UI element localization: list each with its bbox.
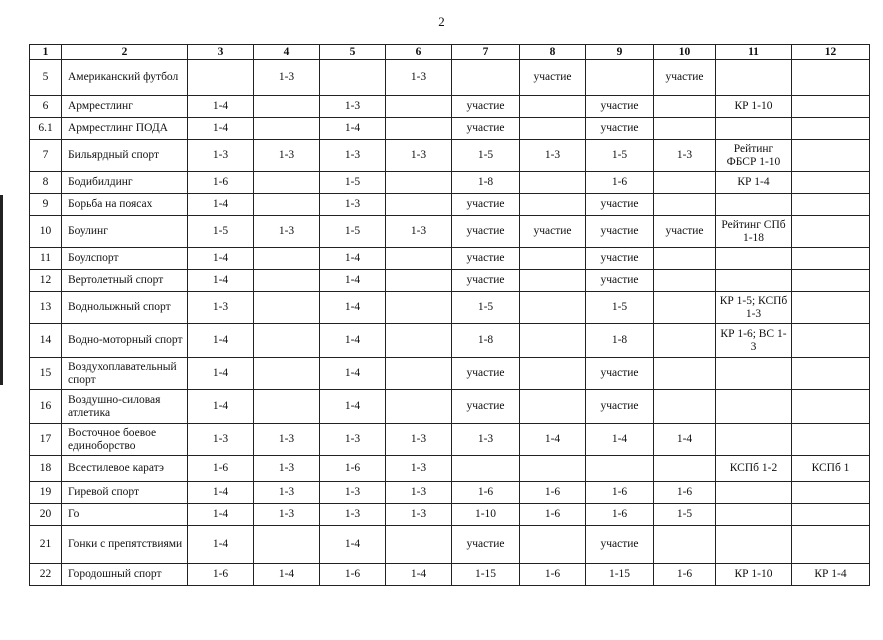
result-cell: участие <box>586 526 654 564</box>
result-cell: КР 1-4 <box>792 564 870 586</box>
result-cell <box>654 292 716 324</box>
result-cell: КР 1-4 <box>716 172 792 194</box>
table-row <box>30 424 870 456</box>
result-cell <box>254 96 320 118</box>
result-cell: 1-4 <box>320 358 386 390</box>
column-header: 5 <box>320 45 386 60</box>
result-cell <box>520 96 586 118</box>
result-cell: 1-4 <box>386 564 452 586</box>
result-cell <box>254 292 320 324</box>
result-cell <box>654 390 716 424</box>
result-cell <box>254 358 320 390</box>
result-cell: 1-3 <box>386 504 452 526</box>
sport-name: Воздухоплавательный спорт <box>62 358 188 390</box>
result-cell <box>386 358 452 390</box>
result-cell: 1-4 <box>320 270 386 292</box>
result-cell <box>520 358 586 390</box>
result-cell: 1-4 <box>320 248 386 270</box>
table-row <box>30 248 870 270</box>
result-cell <box>654 324 716 358</box>
result-cell: 1-4 <box>188 482 254 504</box>
result-cell: 1-3 <box>254 60 320 96</box>
result-cell <box>452 60 520 96</box>
table-row <box>30 172 870 194</box>
result-cell: 1-4 <box>188 324 254 358</box>
result-cell <box>716 194 792 216</box>
sport-name: Армрестлинг ПОДА <box>62 118 188 140</box>
result-cell <box>792 270 870 292</box>
result-cell: КР 1-10 <box>716 96 792 118</box>
result-cell: 1-5 <box>452 140 520 172</box>
result-cell: 1-3 <box>320 96 386 118</box>
sport-name: Воднолыжный спорт <box>62 292 188 324</box>
result-cell: КР 1-10 <box>716 564 792 586</box>
result-cell: 1-15 <box>586 564 654 586</box>
column-header: 10 <box>654 45 716 60</box>
column-header: 12 <box>792 45 870 60</box>
result-cell: 1-3 <box>520 140 586 172</box>
result-cell: 1-6 <box>320 456 386 482</box>
result-cell <box>792 482 870 504</box>
result-cell: 1-5 <box>586 140 654 172</box>
result-cell: 1-4 <box>320 526 386 564</box>
row-number: 12 <box>30 270 62 292</box>
result-cell <box>386 118 452 140</box>
result-cell: 1-3 <box>386 216 452 248</box>
sport-name: Боулинг <box>62 216 188 248</box>
result-cell: 1-6 <box>320 564 386 586</box>
result-cell: 1-4 <box>188 270 254 292</box>
result-cell <box>520 118 586 140</box>
result-cell <box>716 358 792 390</box>
row-number: 15 <box>30 358 62 390</box>
result-cell <box>254 270 320 292</box>
result-cell: участие <box>654 60 716 96</box>
result-cell <box>654 270 716 292</box>
result-cell <box>792 118 870 140</box>
result-cell: участие <box>586 270 654 292</box>
result-cell: участие <box>452 358 520 390</box>
result-cell: 1-8 <box>452 172 520 194</box>
result-cell: КР 1-5; КСПб 1-3 <box>716 292 792 324</box>
result-cell: 1-3 <box>320 482 386 504</box>
table-row <box>30 118 870 140</box>
table-row <box>30 390 870 424</box>
table-row <box>30 60 870 96</box>
result-cell: 1-4 <box>320 390 386 424</box>
result-cell <box>654 248 716 270</box>
result-cell: 1-4 <box>320 292 386 324</box>
table-row <box>30 564 870 586</box>
result-cell <box>654 118 716 140</box>
row-number: 5 <box>30 60 62 96</box>
sport-name: Боулспорт <box>62 248 188 270</box>
result-cell: 1-3 <box>254 140 320 172</box>
result-cell: КР 1-6; ВС 1-3 <box>716 324 792 358</box>
table-row <box>30 324 870 358</box>
result-cell: участие <box>586 118 654 140</box>
column-header: 7 <box>452 45 520 60</box>
sport-name: Городошный спорт <box>62 564 188 586</box>
result-cell <box>386 270 452 292</box>
result-cell <box>386 248 452 270</box>
table-row <box>30 216 870 248</box>
row-number: 6 <box>30 96 62 118</box>
sport-name: Борьба на поясах <box>62 194 188 216</box>
result-cell: 1-6 <box>586 504 654 526</box>
result-cell: 1-10 <box>452 504 520 526</box>
result-cell <box>520 248 586 270</box>
table-row <box>30 504 870 526</box>
result-cell: участие <box>520 216 586 248</box>
result-cell: участие <box>654 216 716 248</box>
result-cell <box>520 324 586 358</box>
result-cell: участие <box>452 96 520 118</box>
result-cell: 1-4 <box>254 564 320 586</box>
result-cell: 1-3 <box>254 482 320 504</box>
result-cell: 1-4 <box>188 390 254 424</box>
table-row <box>30 526 870 564</box>
result-cell <box>254 390 320 424</box>
result-cell <box>254 172 320 194</box>
result-cell <box>654 456 716 482</box>
row-number: 19 <box>30 482 62 504</box>
result-cell: 1-5 <box>320 216 386 248</box>
result-cell: участие <box>452 270 520 292</box>
result-cell: 1-3 <box>386 482 452 504</box>
header-row <box>30 45 870 60</box>
result-cell: участие <box>586 96 654 118</box>
result-cell: КСПб 1 <box>792 456 870 482</box>
sport-name: Всестилевое каратэ <box>62 456 188 482</box>
result-cell: 1-3 <box>320 504 386 526</box>
result-cell: 1-6 <box>654 482 716 504</box>
result-cell: Рейтинг СПб 1-18 <box>716 216 792 248</box>
result-cell: 1-6 <box>188 564 254 586</box>
result-cell <box>792 358 870 390</box>
result-cell: Рейтинг ФБСР 1-10 <box>716 140 792 172</box>
result-cell <box>792 248 870 270</box>
sport-name: Восточное боевое единоборство <box>62 424 188 456</box>
column-header: 1 <box>30 45 62 60</box>
result-cell <box>716 526 792 564</box>
result-cell: 1-6 <box>188 456 254 482</box>
result-cell: 1-6 <box>520 564 586 586</box>
result-cell: 1-6 <box>654 564 716 586</box>
result-cell: 1-3 <box>386 424 452 456</box>
result-cell: 1-3 <box>188 424 254 456</box>
row-number: 16 <box>30 390 62 424</box>
result-cell <box>452 456 520 482</box>
result-cell: 1-4 <box>188 118 254 140</box>
result-cell: 1-3 <box>254 456 320 482</box>
result-cell: 1-3 <box>386 140 452 172</box>
result-cell <box>188 60 254 96</box>
column-header: 11 <box>716 45 792 60</box>
row-number: 13 <box>30 292 62 324</box>
result-cell <box>386 96 452 118</box>
result-cell <box>254 248 320 270</box>
result-cell: 1-3 <box>254 504 320 526</box>
result-cell <box>792 60 870 96</box>
result-cell: 1-5 <box>654 504 716 526</box>
result-cell <box>792 390 870 424</box>
table-row <box>30 482 870 504</box>
column-header: 6 <box>386 45 452 60</box>
result-cell: 1-8 <box>452 324 520 358</box>
result-cell: 1-15 <box>452 564 520 586</box>
result-cell <box>654 172 716 194</box>
result-cell <box>654 194 716 216</box>
result-cell: 1-3 <box>386 60 452 96</box>
page-number: 2 <box>438 14 445 29</box>
result-cell: 1-6 <box>586 482 654 504</box>
result-cell: участие <box>452 526 520 564</box>
sport-name: Воздушно-силовая атлетика <box>62 390 188 424</box>
result-cell <box>792 504 870 526</box>
result-cell: участие <box>586 216 654 248</box>
sport-name: Вертолетный спорт <box>62 270 188 292</box>
table-body <box>30 60 870 586</box>
result-cell: 1-5 <box>586 292 654 324</box>
column-header: 3 <box>188 45 254 60</box>
result-cell: 1-3 <box>320 140 386 172</box>
sport-name: Американский футбол <box>62 60 188 96</box>
row-number: 17 <box>30 424 62 456</box>
result-cell: 1-4 <box>188 96 254 118</box>
result-cell: 1-5 <box>188 216 254 248</box>
row-number: 20 <box>30 504 62 526</box>
result-cell: 1-4 <box>320 118 386 140</box>
result-cell <box>716 270 792 292</box>
result-cell: 1-3 <box>188 292 254 324</box>
result-cell: 1-4 <box>188 526 254 564</box>
result-cell <box>254 526 320 564</box>
result-cell: 1-6 <box>586 172 654 194</box>
result-cell <box>716 118 792 140</box>
sport-name: Го <box>62 504 188 526</box>
result-cell <box>386 194 452 216</box>
result-cell <box>386 390 452 424</box>
scan-edge-mark <box>0 195 3 385</box>
result-cell: участие <box>586 194 654 216</box>
result-cell: 1-6 <box>520 482 586 504</box>
result-cell: участие <box>452 194 520 216</box>
result-cell: 1-3 <box>254 424 320 456</box>
column-header: 4 <box>254 45 320 60</box>
result-cell <box>520 292 586 324</box>
result-cell <box>716 424 792 456</box>
sport-name: Армрестлинг <box>62 96 188 118</box>
sport-name: Бодибилдинг <box>62 172 188 194</box>
result-cell: участие <box>452 216 520 248</box>
result-cell: участие <box>586 358 654 390</box>
result-cell: 1-4 <box>520 424 586 456</box>
result-cell <box>254 118 320 140</box>
column-header: 8 <box>520 45 586 60</box>
result-cell <box>792 424 870 456</box>
result-cell <box>792 526 870 564</box>
result-cell <box>586 60 654 96</box>
result-cell <box>520 456 586 482</box>
result-cell: участие <box>452 248 520 270</box>
table-row <box>30 194 870 216</box>
result-cell <box>716 60 792 96</box>
result-cell <box>386 324 452 358</box>
result-cell <box>520 526 586 564</box>
table-row <box>30 358 870 390</box>
row-number: 10 <box>30 216 62 248</box>
result-cell: 1-4 <box>654 424 716 456</box>
result-cell: 1-8 <box>586 324 654 358</box>
sport-name: Водно-моторный спорт <box>62 324 188 358</box>
row-number: 18 <box>30 456 62 482</box>
result-cell: 1-6 <box>188 172 254 194</box>
row-number: 9 <box>30 194 62 216</box>
result-cell: 1-3 <box>452 424 520 456</box>
row-number: 6.1 <box>30 118 62 140</box>
result-cell <box>254 194 320 216</box>
table-row <box>30 456 870 482</box>
result-cell <box>654 96 716 118</box>
table-row <box>30 292 870 324</box>
result-cell: 1-4 <box>188 358 254 390</box>
column-header: 9 <box>586 45 654 60</box>
result-cell <box>792 194 870 216</box>
result-cell: 1-3 <box>254 216 320 248</box>
result-cell: 1-3 <box>654 140 716 172</box>
result-cell: 1-6 <box>452 482 520 504</box>
result-cell <box>654 526 716 564</box>
result-cell: участие <box>452 118 520 140</box>
table-row <box>30 96 870 118</box>
table-row <box>30 270 870 292</box>
result-cell: 1-4 <box>188 504 254 526</box>
result-cell <box>386 526 452 564</box>
table-row <box>30 140 870 172</box>
result-cell <box>716 248 792 270</box>
result-cell: участие <box>452 390 520 424</box>
row-number: 8 <box>30 172 62 194</box>
result-cell <box>792 140 870 172</box>
result-cell <box>586 456 654 482</box>
row-number: 11 <box>30 248 62 270</box>
result-cell: 1-4 <box>188 194 254 216</box>
result-cell: 1-5 <box>320 172 386 194</box>
result-cell <box>320 60 386 96</box>
result-cell <box>716 482 792 504</box>
result-cell <box>520 270 586 292</box>
result-cell <box>716 504 792 526</box>
result-cell <box>520 390 586 424</box>
result-cell: 1-3 <box>386 456 452 482</box>
sports-results-table <box>29 44 870 586</box>
sport-name: Бильярдный спорт <box>62 140 188 172</box>
result-cell: 1-4 <box>188 248 254 270</box>
sport-name: Гиревой спорт <box>62 482 188 504</box>
result-cell: КСПб 1-2 <box>716 456 792 482</box>
result-cell: 1-5 <box>452 292 520 324</box>
row-number: 22 <box>30 564 62 586</box>
result-cell <box>386 172 452 194</box>
result-cell <box>386 292 452 324</box>
result-cell: участие <box>520 60 586 96</box>
result-cell <box>792 172 870 194</box>
result-cell: 1-3 <box>320 424 386 456</box>
result-cell: участие <box>586 390 654 424</box>
result-cell <box>792 292 870 324</box>
row-number: 14 <box>30 324 62 358</box>
result-cell <box>520 194 586 216</box>
column-header: 2 <box>62 45 188 60</box>
result-cell: 1-3 <box>320 194 386 216</box>
row-number: 7 <box>30 140 62 172</box>
result-cell <box>792 324 870 358</box>
result-cell <box>254 324 320 358</box>
result-cell <box>792 96 870 118</box>
row-number: 21 <box>30 526 62 564</box>
result-cell <box>654 358 716 390</box>
result-cell: участие <box>586 248 654 270</box>
result-cell: 1-3 <box>188 140 254 172</box>
result-cell <box>792 216 870 248</box>
result-cell: 1-4 <box>320 324 386 358</box>
result-cell: 1-6 <box>520 504 586 526</box>
sport-name: Гонки с препятствиями <box>62 526 188 564</box>
result-cell: 1-4 <box>586 424 654 456</box>
result-cell <box>520 172 586 194</box>
result-cell <box>716 390 792 424</box>
